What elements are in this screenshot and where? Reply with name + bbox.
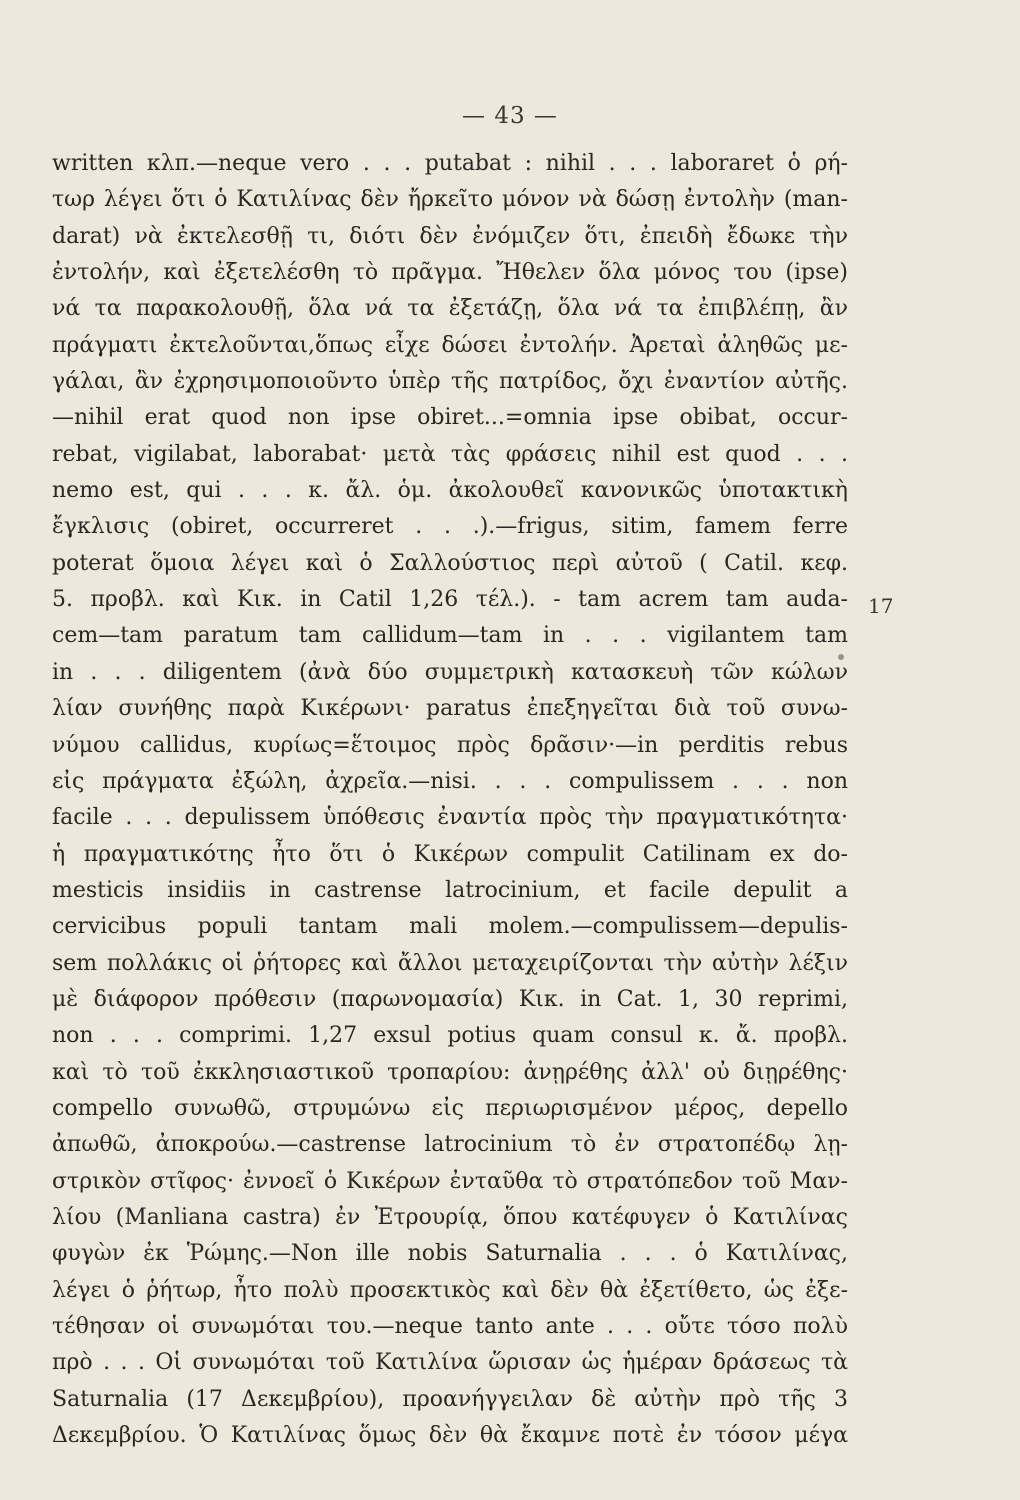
text-line: Saturnalia (17 Δεκεμβρίου), προανήγγειλαν δὲ αὐτὴν πρὸ τῆς 3 <box>52 1386 848 1412</box>
text-line: λέγει ὁ ῥήτωρ, ἦτο πολὺ προσεκτικὸς καὶ δὲν θὰ ἐξετίθετο, ὡς ἐξε- <box>52 1277 848 1303</box>
text-line: rebat, vigilabat, laborabat· μετὰ τὰς φράσεις nihil est quod . . . <box>52 441 848 467</box>
text-line: darat) νὰ ἐκτελεσθῇ τι, διότι δὲν ἐνόμιζεν ὅτι, ἐπειδὴ ἔδωκε τὴν <box>52 223 848 249</box>
text-line: written κλπ.—neque vero . . . putabat : nihil . . . laboraret ὁ ρή- <box>52 151 848 176</box>
text-line: non . . . comprimi. 1,27 exsul potius quam consul κ. ἄ. προβλ. <box>52 1023 848 1049</box>
text-line: cem—tam paratum tam callidum—tam in . . . vigilantem tam <box>52 623 848 649</box>
text-line: νύμου callidus, κυρίως=ἕτοιμος πρὸς δρᾶσιν·—in perditis rebus <box>52 732 848 758</box>
text-line: τωρ λέγει ὅτι ὁ Κατιλίνας δὲν ἤρκεῖτο μόνον νὰ δώσῃ ἐντολὴν (man- <box>52 187 848 213</box>
text-line: nemo est, qui . . . κ. ἄλ. ὁμ. ἀκολουθεῖ κανονικῶς ὑποτακτικὴ <box>52 478 848 504</box>
text-line: λίου (Manliana castra) ἐν Ἐτρουρίᾳ, ὅπου κατέφυγεν ὁ Κατιλίνας <box>52 1204 848 1230</box>
text-line: στρικὸν στῖφος· ἐννοεῖ ὁ Κικέρων ἐνταῦθα τὸ στρατόπεδον τοῦ Μαν- <box>52 1168 848 1194</box>
page-number: — 43 — <box>462 103 558 129</box>
text-line: 5. προβλ. καὶ Κικ. in Catil 1,26 τέλ.). - tam acrem tam auda- <box>52 587 848 613</box>
text-line: cervicibus populi tantam mali molem.—compulissem—depulis- <box>52 914 848 940</box>
text-line: λίαν συνήθης παρὰ Κικέρωνι· paratus ἐπεξηγεῖται διὰ τοῦ συνω- <box>52 696 848 722</box>
text-line: πράγματι ἐκτελοῦνται,ὅπως εἶχε δώσει ἐντολήν. Ἀρεταὶ ἀληθῶς με- <box>52 332 848 358</box>
text-line: πρὸ . . . Οἱ συνωμόται τοῦ Κατιλίνα ὥρισαν ὡς ἡμέραν δράσεως τὰ <box>52 1350 848 1376</box>
text-line: καὶ τὸ τοῦ ἐκκλησιαστικοῦ τροπαρίου: ἀνῃρέθης ἀλλ' οὐ διῃρέθης· <box>52 1059 848 1085</box>
text-line: in . . . diligentem (ἀνὰ δύο συμμετρικὴ κατασκευὴ τῶν κώλων <box>52 659 848 685</box>
text-line: εἰς πράγματα ἐξώλη, ἀχρεῖα.—nisi. . . . compulissem . . . non <box>52 768 848 794</box>
margin-line-number: 17 <box>868 594 894 618</box>
text-line: poterat ὅμοια λέγει καὶ ὁ Σαλλούστιος περὶ αὐτοῦ ( Catil. κεφ. <box>52 550 848 576</box>
text-line: ἀπωθῶ, ἀποκρούω.—castrense latrocinium τὸ ἐν στρατοπέδῳ λῃ- <box>52 1132 848 1158</box>
text-line: mesticis insidiis in castrense latrocinium, et facile depulit a <box>52 877 848 903</box>
text-line: sem πολλάκις οἱ ῥήτορες καὶ ἄλλοι μεταχειρίζονται τὴν αὐτὴν λέξιν <box>52 950 848 976</box>
text-line: —nihil erat quod non ipse obiret...=omnia ipse obibat, occur- <box>52 405 848 431</box>
text-line: ἐντολήν, καὶ ἐξετελέσθη τὸ πρᾶγμα. Ἤθελεν ὅλα μόνος του (ipse) <box>52 260 848 286</box>
text-line: facile . . . depulissem ὑπόθεσις ἐναντία πρὸς τὴν πραγματικότητα· <box>52 805 848 831</box>
text-line: γάλαι, ἂν ἐχρησιμοποιοῦντο ὑπὲρ τῆς πατρίδος, ὄχι ἐναντίον αὐτῆς. <box>52 369 848 395</box>
commentary-text <box>52 146 848 1454</box>
text-line: Δεκεμβρίου. Ὁ Κατιλίνας ὅμως δὲν θὰ ἔκαμνε ποτὲ ἐν τόσον μέγα <box>52 1423 848 1449</box>
text-line: ἔγκλισις (obiret, occurreret . . .).—frigus, sitim, famem ferre <box>52 514 848 540</box>
print-speck <box>838 654 844 660</box>
text-line: compello συνωθῶ, στρυμώνω εἰς περιωρισμένον μέρος, depello <box>52 1095 848 1121</box>
text-line: τέθησαν οἱ συνωμόται του.—neque tanto ante . . . οὔτε τόσο πολὺ <box>52 1314 848 1339</box>
text-line: νά τα παρακολουθῇ, ὅλα νά τα ἐξετάζῃ, ὅλα νά τα ἐπιβλέπῃ, ἂν <box>52 296 848 322</box>
text-line: φυγὼν ἐκ Ῥώμης.—Non ille nobis Saturnalia . . . ὁ Κατιλίνας, <box>52 1241 848 1267</box>
text-line: ἡ πραγματικότης ἦτο ὅτι ὁ Κικέρων compulit Catilinam ex do- <box>52 841 848 867</box>
text-line: μὲ διάφορον πρόθεσιν (παρωνομασία) Κικ. in Cat. 1, 30 reprimi, <box>52 986 848 1012</box>
